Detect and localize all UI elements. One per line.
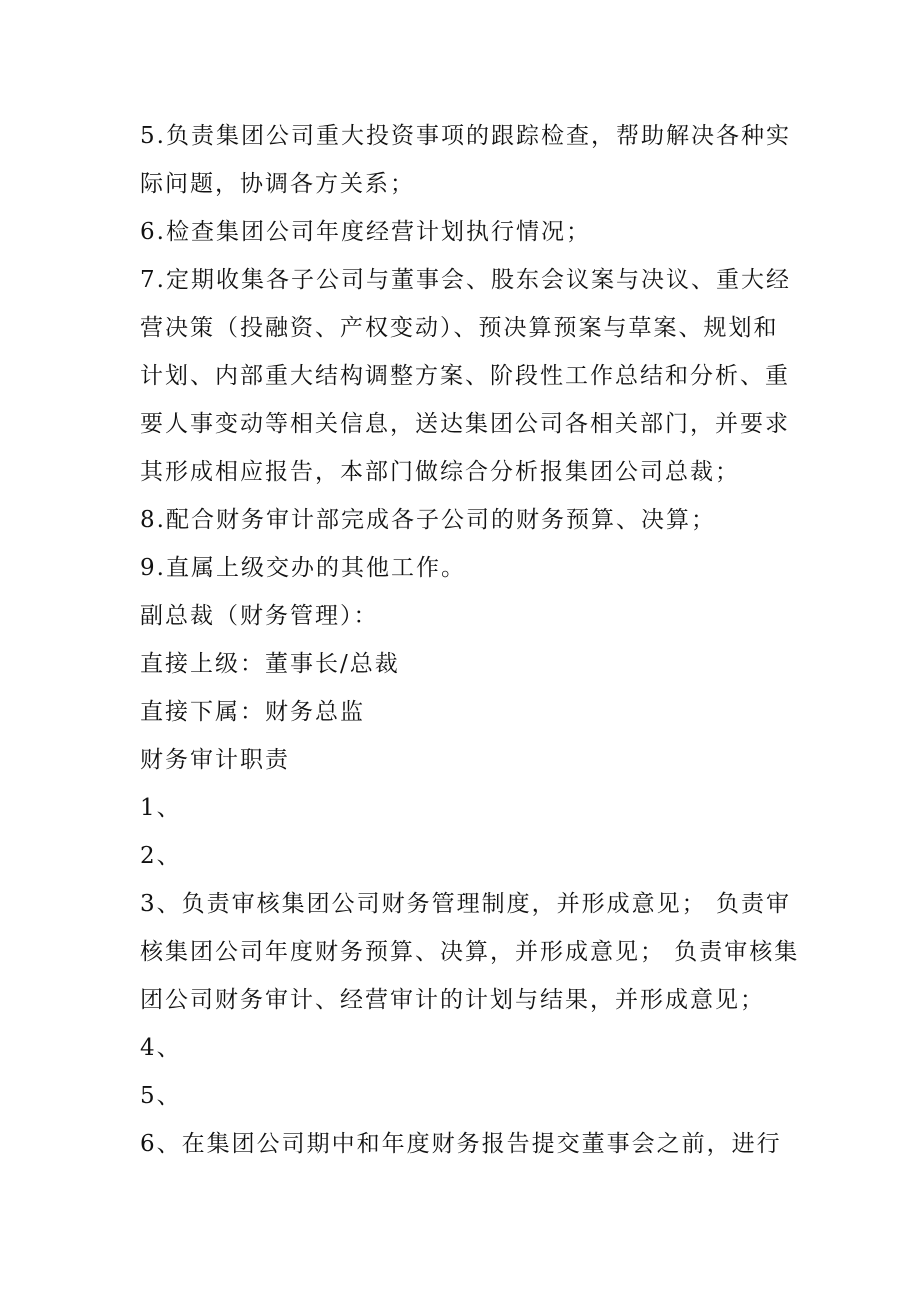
- document-body: [140, 112, 800, 1168]
- paragraph-item-8: 8.配合财务审计部完成各子公司的财务预算、决算；: [140, 507, 716, 533]
- direct-subordinate: 直接下属：财务总监: [140, 699, 365, 725]
- paragraph-item-5: 5.负责集团公司重大投资事项的跟踪检查，帮助解决各种实际问题，协调各方关系；: [140, 123, 791, 197]
- duty-item-5: 5、: [140, 1083, 182, 1109]
- duty-item-4: 4、: [140, 1035, 182, 1061]
- duty-item-2: 2、: [140, 843, 182, 869]
- paragraph-item-7: 7.定期收集各子公司与董事会、股东会议案与决议、重大经营决策（投融资、产权变动）、预决算预案与草案、规划和计划、内部重大结构调整方案、阶段性工作总结和分析、重要人事变动等相关信息，送达集团公司各相关部门，并要求其形成相应报告，本部门做综合分析报集团公司总裁；: [140, 267, 791, 485]
- paragraph-item-6: 6.检查集团公司年度经营计划执行情况；: [140, 219, 591, 245]
- section-heading-vp-finance: 副总裁（财务管理）：: [140, 603, 379, 629]
- duty-item-6: 6、在集团公司期中和年度财务报告提交董事会之前，进行: [140, 1131, 782, 1157]
- paragraph-item-9: 9.直属上级交办的其他工作。: [140, 555, 466, 581]
- duty-item-3: 3、负责审核集团公司财务管理制度，并形成意见； 负责审核集团公司年度财务预算、决算，并形成意见； 负责审核集团公司财务审计、经营审计的计划与结果，并形成意见；: [140, 891, 800, 1013]
- duty-item-1: 1、: [140, 795, 182, 821]
- section-heading-audit-duties: 财务审计职责: [140, 747, 290, 773]
- direct-superior: 直接上级：董事长/总裁: [140, 651, 400, 677]
